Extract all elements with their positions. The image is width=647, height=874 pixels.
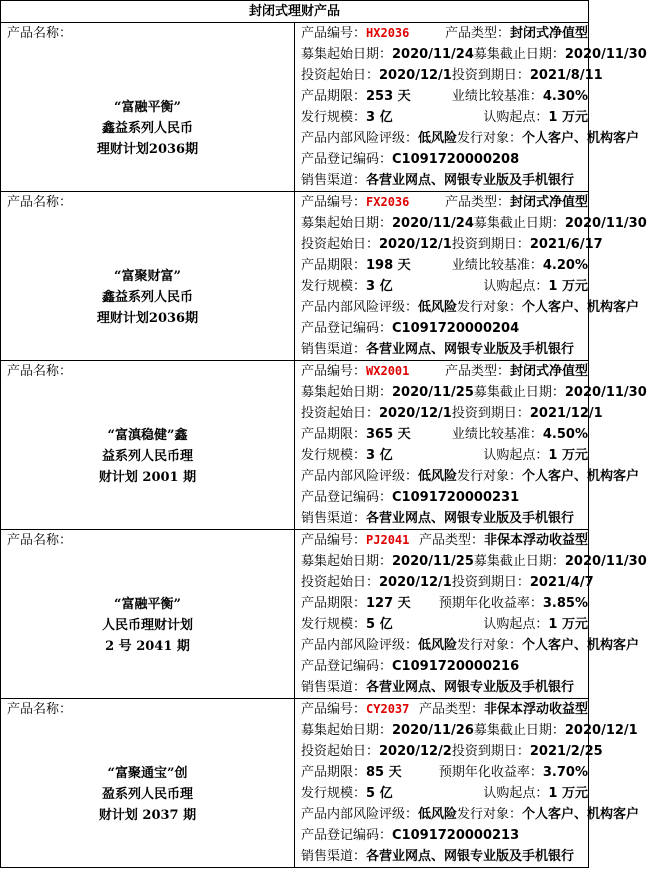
detail-line-term bbox=[301, 593, 588, 614]
raise-start-date: 2020/11/24 bbox=[392, 216, 474, 231]
term-label: 产品期限： bbox=[301, 89, 367, 104]
channel-label: 销售渠道： bbox=[301, 511, 367, 526]
detail-line-risk bbox=[301, 635, 640, 656]
detail-line-code bbox=[301, 23, 588, 44]
detail-line-reg bbox=[301, 825, 588, 846]
issue-scale: 5 亿 bbox=[366, 786, 393, 801]
product-code: PJ2041 bbox=[366, 533, 410, 547]
invest-start-date: 2020/12/1 bbox=[379, 68, 452, 83]
sales-channel: 各营业网点、网银专业版及手机银行 bbox=[366, 511, 575, 526]
product-detail-cell bbox=[295, 23, 647, 192]
product-type: 封闭式净值型 bbox=[509, 26, 588, 41]
reg-label: 产品登记编码： bbox=[301, 152, 393, 167]
type-label: 产品类型： bbox=[444, 26, 510, 41]
product-name-cell bbox=[1, 530, 295, 699]
risk-label: 产品内部风险评级： bbox=[301, 300, 419, 315]
detail-line-risk bbox=[301, 804, 640, 825]
product-type: 非保本浮动收益型 bbox=[483, 702, 588, 717]
product-name-line-2: 益系列人民币理 bbox=[101, 449, 193, 464]
reg-label: 产品登记编码： bbox=[301, 321, 393, 336]
detail-line-reg bbox=[301, 149, 588, 170]
raise-end-label: 募集截止日期： bbox=[473, 216, 565, 231]
issue-target: 个人客户、机构客户 bbox=[522, 469, 640, 484]
detail-line-code bbox=[301, 361, 588, 382]
invest-end-date: 2021/8/11 bbox=[529, 68, 603, 83]
registration-code: C1091720000208 bbox=[392, 152, 520, 167]
product-detail-cell bbox=[295, 530, 647, 699]
product-name bbox=[1, 594, 294, 657]
detail-line-risk bbox=[301, 128, 640, 149]
invest-start-label: 投资起始日： bbox=[301, 744, 380, 759]
detail-line-term bbox=[301, 762, 588, 783]
raise-start-label: 募集起始日期： bbox=[301, 554, 393, 569]
risk-label: 产品内部风险评级： bbox=[301, 638, 419, 653]
raise-start-label: 募集起始日期： bbox=[301, 723, 393, 738]
product-type: 封闭式净值型 bbox=[509, 364, 588, 379]
product-name-line-3: 理财计划2036期 bbox=[96, 311, 199, 326]
target-label: 发行对象： bbox=[457, 469, 523, 484]
risk-rating: 低风险 bbox=[418, 131, 458, 146]
product-name-line-3: 财计划 2001 期 bbox=[98, 470, 197, 485]
detail-line-raise bbox=[301, 382, 647, 403]
code-label: 产品编号： bbox=[301, 364, 367, 379]
target-label: 发行对象： bbox=[457, 638, 523, 653]
table-title: 封闭式理财产品 bbox=[1, 1, 589, 23]
product-name-line-2: 鑫益系列人民币 bbox=[101, 121, 193, 136]
target-label: 发行对象： bbox=[457, 131, 523, 146]
detail-line-term bbox=[301, 86, 588, 107]
channel-label: 销售渠道： bbox=[301, 173, 367, 188]
raise-start-label: 募集起始日期： bbox=[301, 385, 393, 400]
code-label: 产品编号： bbox=[301, 26, 367, 41]
type-label: 产品类型： bbox=[444, 364, 510, 379]
channel-label: 销售渠道： bbox=[301, 342, 367, 357]
detail-line-code bbox=[301, 530, 588, 551]
product-term: 127 天 bbox=[366, 596, 411, 611]
detail-line-channel bbox=[301, 170, 588, 191]
issue-target: 个人客户、机构客户 bbox=[522, 300, 640, 315]
registration-code: C1091720000204 bbox=[392, 321, 520, 336]
risk-label: 产品内部风险评级： bbox=[301, 469, 419, 484]
channel-label: 销售渠道： bbox=[301, 680, 367, 695]
product-row bbox=[1, 192, 589, 361]
risk-rating: 低风险 bbox=[418, 807, 458, 822]
benchmark-rate: 4.20% bbox=[542, 258, 588, 273]
detail-line-term bbox=[301, 424, 588, 445]
detail-line-code bbox=[301, 699, 588, 720]
product-name-line-1: “富融平衡” bbox=[114, 597, 181, 612]
min-buy-label: 认购起点： bbox=[483, 110, 549, 125]
raise-start-date: 2020/11/25 bbox=[392, 385, 474, 400]
product-type: 封闭式净值型 bbox=[509, 195, 588, 210]
raise-start-label: 募集起始日期： bbox=[301, 47, 393, 62]
product-name-line-3: 2 号 2041 期 bbox=[105, 639, 190, 654]
invest-start-date: 2020/12/1 bbox=[379, 406, 452, 421]
raise-end-date: 2020/11/30 bbox=[564, 216, 647, 231]
invest-start-label: 投资起始日： bbox=[301, 575, 380, 590]
reg-label: 产品登记编码： bbox=[301, 828, 393, 843]
product-name-cell bbox=[1, 361, 295, 530]
sales-channel: 各营业网点、网银专业版及手机银行 bbox=[366, 680, 575, 695]
issue-target: 个人客户、机构客户 bbox=[522, 131, 640, 146]
issue-scale: 3 亿 bbox=[366, 448, 393, 463]
product-name-label: 产品名称： bbox=[7, 195, 73, 210]
target-label: 发行对象： bbox=[457, 300, 523, 315]
code-label: 产品编号： bbox=[301, 195, 367, 210]
bench-label: 预期年化收益率： bbox=[438, 765, 543, 780]
product-name-line-1: “富聚财富” bbox=[114, 269, 181, 284]
bench-label: 业绩比较基准： bbox=[451, 427, 543, 442]
term-label: 产品期限： bbox=[301, 596, 367, 611]
product-name-label: 产品名称： bbox=[7, 364, 73, 379]
risk-rating: 低风险 bbox=[418, 300, 458, 315]
product-name-line-1: “富融平衡” bbox=[114, 100, 181, 115]
detail-line-reg bbox=[301, 656, 588, 677]
scale-label: 发行规模： bbox=[301, 617, 367, 632]
raise-start-date: 2020/11/25 bbox=[392, 554, 474, 569]
detail-line-raise bbox=[301, 213, 647, 234]
benchmark-rate: 3.85% bbox=[542, 596, 588, 611]
detail-line-scale bbox=[301, 107, 588, 128]
product-name bbox=[1, 266, 294, 329]
invest-start-date: 2020/12/1 bbox=[379, 575, 452, 590]
detail-line-channel bbox=[301, 677, 588, 698]
product-term: 85 天 bbox=[366, 765, 402, 780]
product-name bbox=[1, 763, 294, 826]
product-detail-cell bbox=[295, 699, 640, 868]
detail-line-invest bbox=[301, 403, 603, 424]
term-label: 产品期限： bbox=[301, 258, 367, 273]
detail-line-risk bbox=[301, 466, 640, 487]
term-label: 产品期限： bbox=[301, 765, 367, 780]
raise-end-date: 2020/11/30 bbox=[564, 554, 647, 569]
issue-scale: 5 亿 bbox=[366, 617, 393, 632]
product-name-cell bbox=[1, 699, 295, 868]
scale-label: 发行规模： bbox=[301, 279, 367, 294]
product-row bbox=[1, 361, 589, 530]
product-code: WX2001 bbox=[366, 364, 410, 378]
risk-label: 产品内部风险评级： bbox=[301, 807, 419, 822]
detail-line-raise bbox=[301, 551, 647, 572]
detail-line-channel bbox=[301, 339, 588, 360]
min-subscription: 1 万元 bbox=[548, 279, 588, 294]
detail-line-reg bbox=[301, 487, 588, 508]
detail-line-invest bbox=[301, 741, 603, 762]
min-buy-label: 认购起点： bbox=[483, 786, 549, 801]
product-name-line-2: 鑫益系列人民币 bbox=[101, 290, 193, 305]
raise-end-date: 2020/12/1 bbox=[564, 723, 638, 738]
raise-start-date: 2020/11/24 bbox=[392, 47, 474, 62]
risk-rating: 低风险 bbox=[418, 638, 458, 653]
raise-end-date: 2020/11/30 bbox=[564, 385, 647, 400]
registration-code: C1091720000231 bbox=[392, 490, 520, 505]
bench-label: 业绩比较基准： bbox=[451, 89, 543, 104]
issue-scale: 3 亿 bbox=[366, 279, 393, 294]
issue-target: 个人客户、机构客户 bbox=[522, 638, 640, 653]
product-name-cell bbox=[1, 23, 295, 192]
product-name-line-2: 人民币理财计划 bbox=[101, 618, 193, 633]
invest-start-date: 2020/12/1 bbox=[379, 237, 452, 252]
invest-end-date: 2021/6/17 bbox=[529, 237, 603, 252]
risk-rating: 低风险 bbox=[418, 469, 458, 484]
detail-line-raise bbox=[301, 44, 647, 65]
raise-start-date: 2020/11/26 bbox=[392, 723, 474, 738]
min-subscription: 1 万元 bbox=[548, 617, 588, 632]
invest-end-label: 投资到期日： bbox=[451, 575, 530, 590]
sales-channel: 各营业网点、网银专业版及手机银行 bbox=[366, 849, 575, 864]
code-label: 产品编号： bbox=[301, 702, 367, 717]
product-name bbox=[1, 425, 294, 488]
type-label: 产品类型： bbox=[418, 702, 484, 717]
registration-code: C1091720000216 bbox=[392, 659, 520, 674]
title-row bbox=[1, 1, 589, 23]
product-name-label: 产品名称： bbox=[7, 702, 73, 717]
channel-label: 销售渠道： bbox=[301, 849, 367, 864]
detail-line-scale bbox=[301, 614, 588, 635]
product-name-line-3: 财计划 2037 期 bbox=[98, 808, 197, 823]
detail-line-code bbox=[301, 192, 588, 213]
product-code: HX2036 bbox=[366, 26, 410, 40]
benchmark-rate: 4.30% bbox=[542, 89, 588, 104]
invest-start-label: 投资起始日： bbox=[301, 237, 380, 252]
raise-end-date: 2020/11/30 bbox=[564, 47, 647, 62]
detail-line-scale bbox=[301, 783, 588, 804]
issue-scale: 3 亿 bbox=[366, 110, 393, 125]
product-code: CY2037 bbox=[366, 702, 410, 716]
product-row bbox=[1, 699, 589, 868]
min-subscription: 1 万元 bbox=[548, 448, 588, 463]
invest-start-label: 投资起始日： bbox=[301, 406, 380, 421]
product-type: 非保本浮动收益型 bbox=[483, 533, 588, 548]
raise-end-label: 募集截止日期： bbox=[473, 385, 565, 400]
product-row bbox=[1, 23, 589, 192]
detail-line-reg bbox=[301, 318, 588, 339]
min-buy-label: 认购起点： bbox=[483, 617, 549, 632]
detail-line-invest bbox=[301, 65, 603, 86]
detail-line-invest bbox=[301, 572, 594, 593]
invest-end-label: 投资到期日： bbox=[451, 237, 530, 252]
term-label: 产品期限： bbox=[301, 427, 367, 442]
scale-label: 发行规模： bbox=[301, 786, 367, 801]
invest-end-date: 2021/12/1 bbox=[529, 406, 603, 421]
detail-line-scale bbox=[301, 276, 588, 297]
min-subscription: 1 万元 bbox=[548, 786, 588, 801]
detail-line-term bbox=[301, 255, 588, 276]
detail-line-risk bbox=[301, 297, 640, 318]
benchmark-rate: 4.50% bbox=[542, 427, 588, 442]
product-name-line-3: 理财计划2036期 bbox=[96, 142, 199, 157]
invest-end-label: 投资到期日： bbox=[451, 406, 530, 421]
product-term: 365 天 bbox=[366, 427, 411, 442]
invest-start-date: 2020/12/2 bbox=[379, 744, 452, 759]
min-subscription: 1 万元 bbox=[548, 110, 588, 125]
type-label: 产品类型： bbox=[444, 195, 510, 210]
detail-line-scale bbox=[301, 445, 588, 466]
invest-start-label: 投资起始日： bbox=[301, 68, 380, 83]
detail-line-raise bbox=[301, 720, 638, 741]
product-name-cell bbox=[1, 192, 295, 361]
detail-line-channel bbox=[301, 846, 588, 867]
invest-end-date: 2021/2/25 bbox=[529, 744, 603, 759]
target-label: 发行对象： bbox=[457, 807, 523, 822]
bench-label: 预期年化收益率： bbox=[438, 596, 543, 611]
product-name bbox=[1, 97, 294, 160]
type-label: 产品类型： bbox=[418, 533, 484, 548]
product-row bbox=[1, 530, 589, 699]
product-name-line-1: “富聚通宝”创 bbox=[107, 766, 188, 781]
raise-start-label: 募集起始日期： bbox=[301, 216, 393, 231]
bench-label: 业绩比较基准： bbox=[451, 258, 543, 273]
invest-end-label: 投资到期日： bbox=[451, 744, 530, 759]
detail-line-invest bbox=[301, 234, 603, 255]
raise-end-label: 募集截止日期： bbox=[473, 554, 565, 569]
benchmark-rate: 3.70% bbox=[542, 765, 588, 780]
reg-label: 产品登记编码： bbox=[301, 490, 393, 505]
raise-end-label: 募集截止日期： bbox=[473, 723, 565, 738]
product-code: FX2036 bbox=[366, 195, 410, 209]
product-term: 253 天 bbox=[366, 89, 411, 104]
invest-end-label: 投资到期日： bbox=[451, 68, 530, 83]
product-name-label: 产品名称： bbox=[7, 533, 73, 548]
sales-channel: 各营业网点、网银专业版及手机银行 bbox=[366, 342, 575, 357]
product-term: 198 天 bbox=[366, 258, 411, 273]
reg-label: 产品登记编码： bbox=[301, 659, 393, 674]
code-label: 产品编号： bbox=[301, 533, 367, 548]
product-detail-cell bbox=[295, 192, 647, 361]
invest-end-date: 2021/4/7 bbox=[529, 575, 594, 590]
product-name-line-2: 盈系列人民币理 bbox=[101, 787, 193, 802]
scale-label: 发行规模： bbox=[301, 110, 367, 125]
min-buy-label: 认购起点： bbox=[483, 279, 549, 294]
min-buy-label: 认购起点： bbox=[483, 448, 549, 463]
product-name-line-1: “富滇稳健”鑫 bbox=[107, 428, 188, 443]
risk-label: 产品内部风险评级： bbox=[301, 131, 419, 146]
detail-line-channel bbox=[301, 508, 588, 529]
raise-end-label: 募集截止日期： bbox=[473, 47, 565, 62]
issue-target: 个人客户、机构客户 bbox=[522, 807, 640, 822]
product-detail-cell bbox=[295, 361, 647, 530]
product-name-label: 产品名称： bbox=[7, 26, 73, 41]
sales-channel: 各营业网点、网银专业版及手机银行 bbox=[366, 173, 575, 188]
registration-code: C1091720000213 bbox=[392, 828, 520, 843]
scale-label: 发行规模： bbox=[301, 448, 367, 463]
